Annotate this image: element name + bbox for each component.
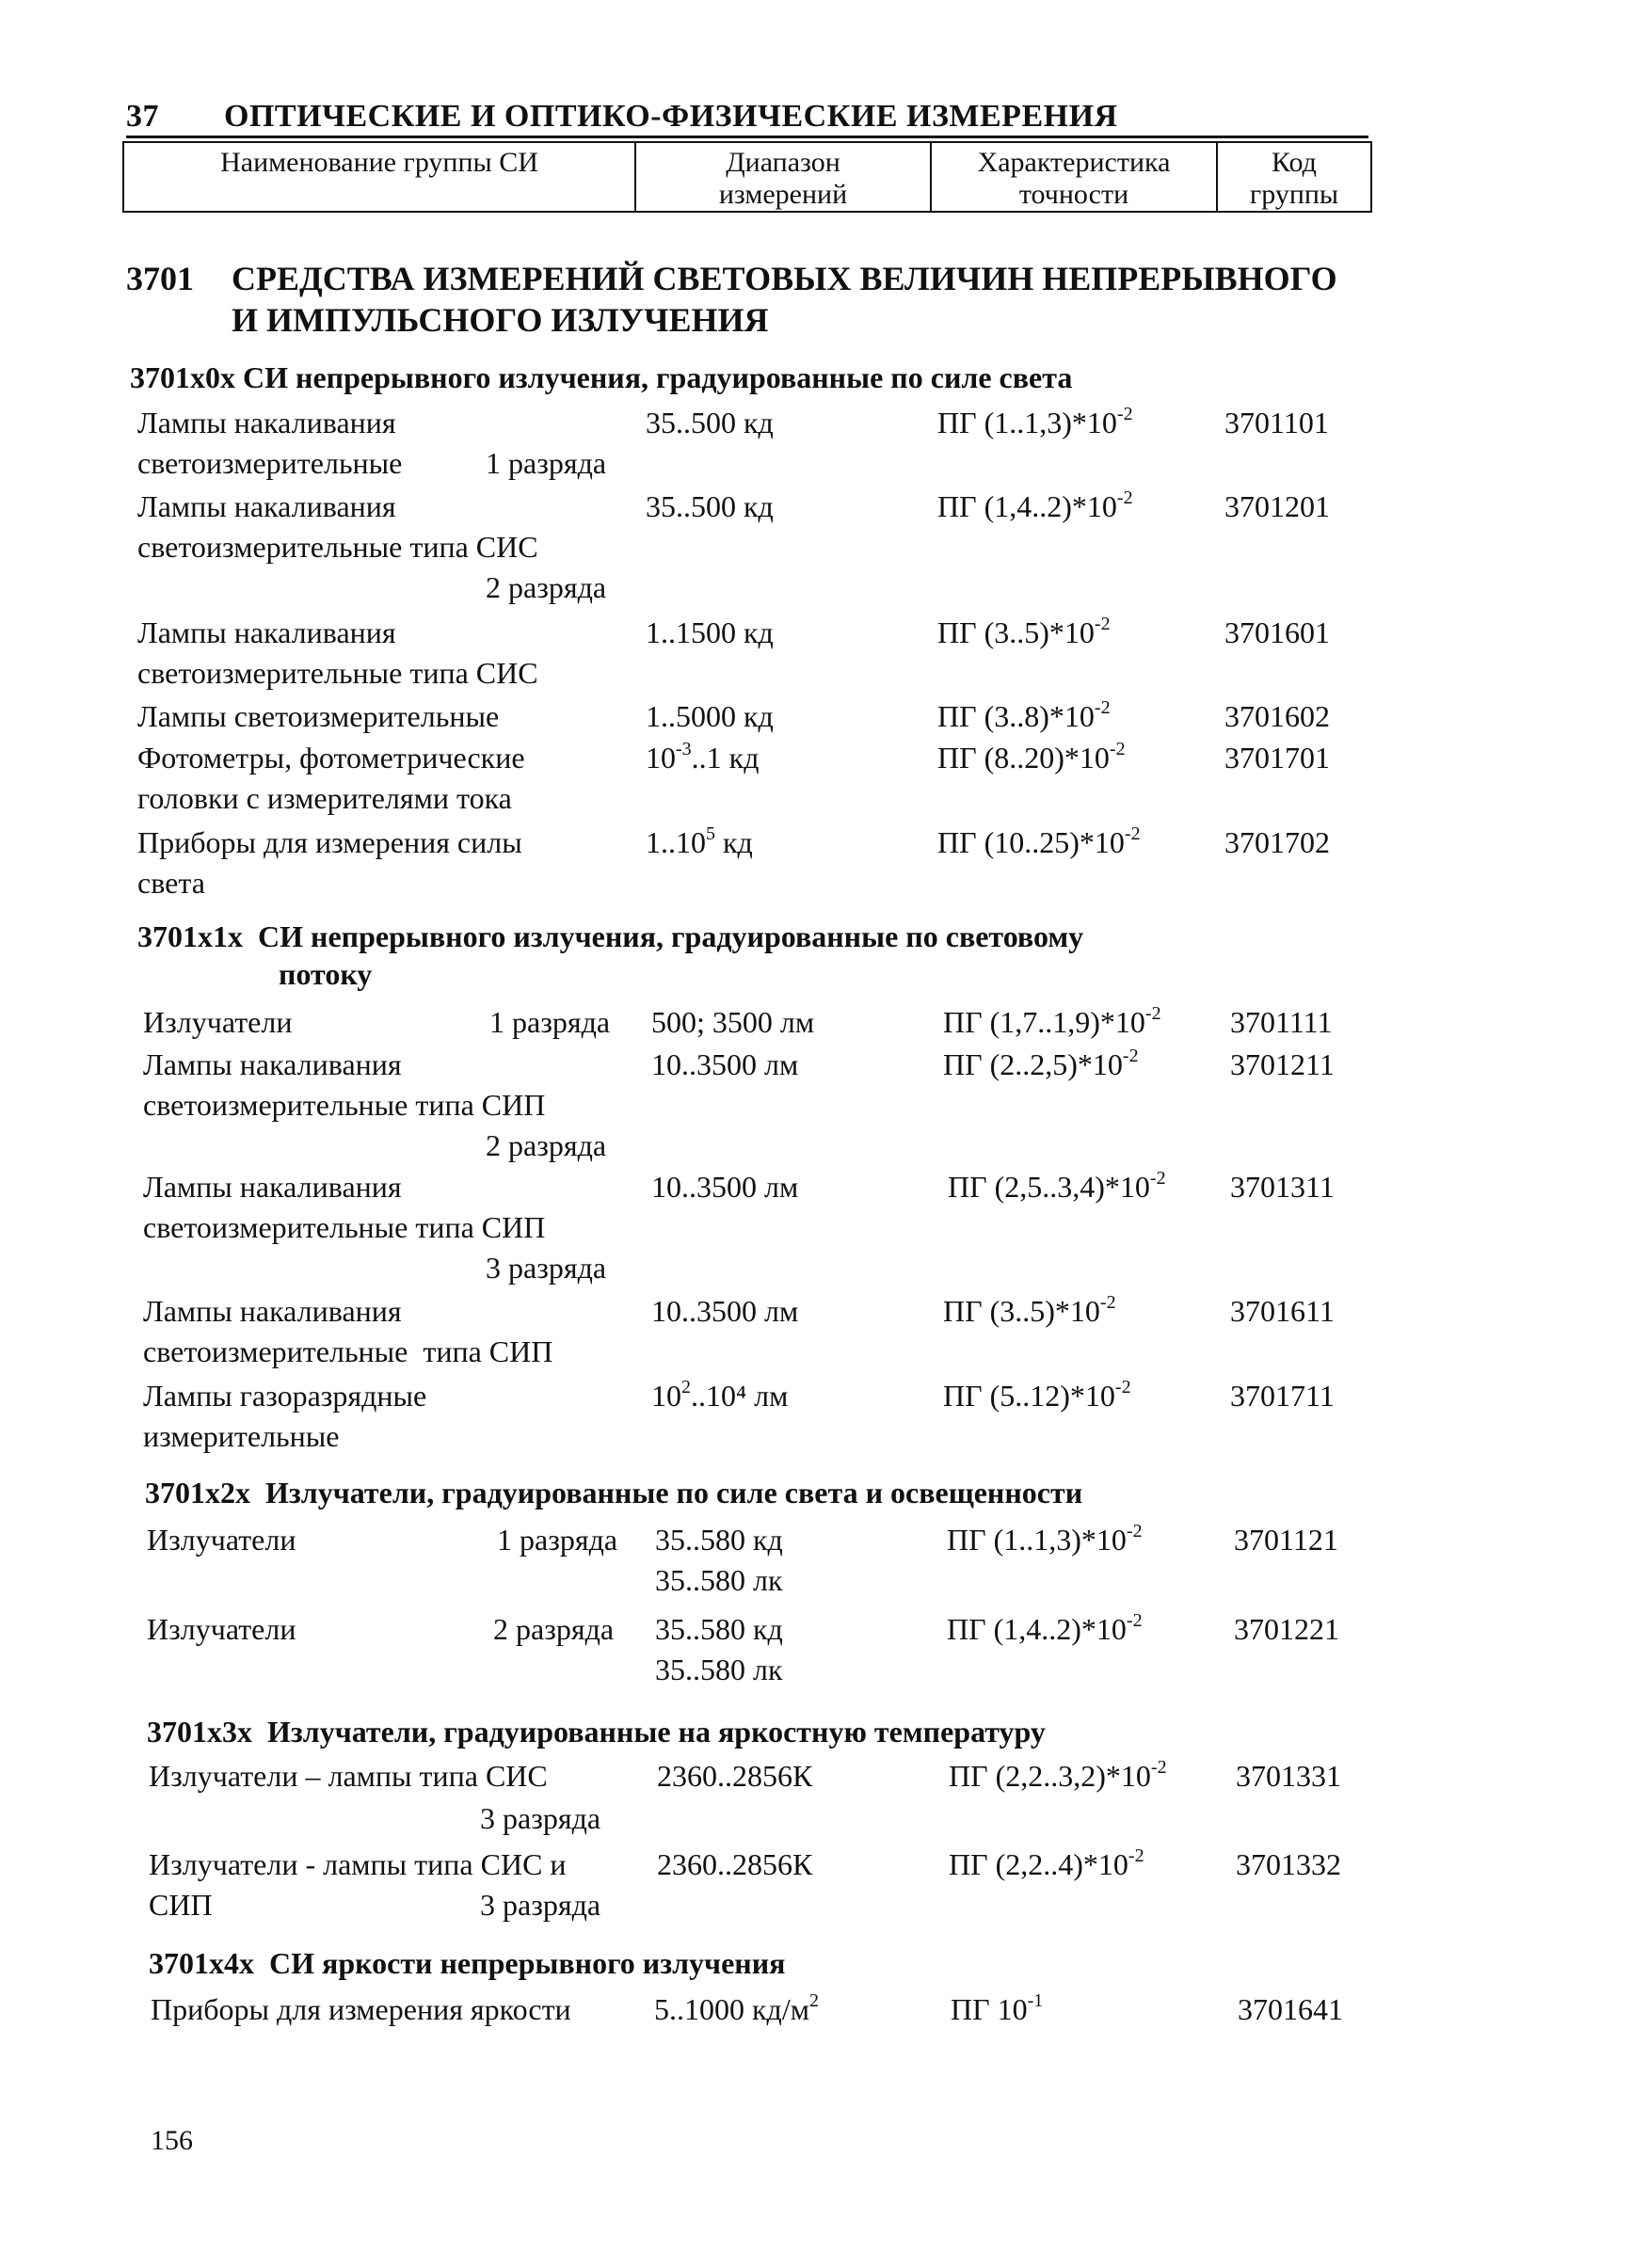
row-accuracy: ПГ $(1,4..2)*10^{-2}$ <box>937 487 1133 523</box>
subsection-code: 3701х0х <box>130 360 235 394</box>
row-code: 3701221 <box>1234 1612 1339 1646</box>
row-accuracy: ПГ $(2,2..4)*10^{-2}$ <box>949 1845 1144 1881</box>
column-header-range <box>635 142 931 212</box>
row-name-line2: светоизмерительные типа СИП <box>143 1210 546 1244</box>
table-row <box>137 696 1361 738</box>
subsection-title: СИ яркости непрерывного излучения <box>269 1946 786 1980</box>
row-code: 3701331 <box>1236 1759 1341 1793</box>
row-name-line1: Излучатели – лампы типа СИС <box>149 1759 548 1793</box>
column-header-line: группы <box>1249 179 1339 210</box>
row-name-line1: Излучатели - лампы типа СИС и <box>149 1847 567 1881</box>
row-code: 3701111 <box>1230 1005 1333 1039</box>
row-name-line1: Лампы накаливания <box>143 1294 402 1328</box>
row-code: 3701601 <box>1224 615 1330 649</box>
row-name-line1: Излучатели <box>147 1612 296 1646</box>
table-row <box>143 1002 1367 1044</box>
column-header-name <box>123 142 635 212</box>
table-row <box>143 1291 1367 1372</box>
row-accuracy: ПГ $(2,5..3,4)*10^{-2}$ <box>948 1168 1166 1204</box>
row-rank: 3 разряда <box>486 1251 607 1285</box>
row-range-line2: 35..580 лк <box>655 1563 783 1597</box>
row-range: 2360..2856К <box>657 1847 813 1881</box>
row-rank: 1 разряда <box>489 1005 611 1039</box>
row-range: 35..580 кд 35..580 лк <box>655 1520 783 1601</box>
row-accuracy: ПГ $(1,7..1,9)*10^{-2}$ <box>943 1003 1161 1039</box>
table-row <box>147 1520 1370 1605</box>
column-header-line: измерений <box>718 179 848 210</box>
row-accuracy: ПГ $10^{-1}$ <box>951 1990 1044 2026</box>
subsection-heading <box>130 359 1072 396</box>
row-name-line1: Лампы накаливания <box>137 489 396 523</box>
chapter-number: 37 <box>126 99 159 134</box>
row-range-line2: 35..580 лк <box>655 1653 783 1686</box>
table-row <box>149 1756 1372 1841</box>
table-row <box>143 1045 1367 1167</box>
row-accuracy: ПГ $(10..25)*10^{-2}$ <box>937 823 1141 859</box>
table-row <box>137 613 1361 694</box>
column-header-line: Код <box>1272 147 1317 178</box>
table-row <box>147 1609 1370 1694</box>
table-row <box>149 1845 1372 1929</box>
row-range: 35..500 кд <box>646 489 774 523</box>
row-range: 1..5000 кд <box>646 699 774 733</box>
row-name-line1: Лампы накаливания <box>137 615 396 649</box>
column-header-line: Характеристика <box>977 147 1171 178</box>
row-range: 500; 3500 лм <box>651 1005 815 1039</box>
row-range: $10^2..10^4$ лм <box>651 1377 789 1413</box>
row-name-line2: измерительные <box>143 1419 340 1453</box>
row-code: 3701201 <box>1224 489 1330 523</box>
row-code: 3701121 <box>1234 1523 1338 1557</box>
subsection-title: Излучатели, градуированные на яркостную температуру <box>267 1715 1046 1749</box>
row-range: 35..580 кд 35..580 лк <box>655 1609 783 1690</box>
subsection-title: СИ непрерывного излучения, градуированные по световому <box>258 919 1084 953</box>
subsection-code: 3701х4х <box>149 1946 254 1980</box>
table-row <box>143 1167 1367 1289</box>
row-range: 5..1000 $кд/м^2$ <box>654 1990 819 2026</box>
row-rank: 3 разряда <box>480 1801 601 1835</box>
subsection-heading <box>149 1944 785 1982</box>
row-name-line1: Приборы для измерения силы <box>137 825 522 859</box>
page-number: 156 <box>151 2125 193 2156</box>
subsection-title-line2: потоку <box>279 957 373 991</box>
column-header-accuracy <box>931 142 1217 212</box>
row-accuracy: ПГ $(3..8)*10^{-2}$ <box>937 697 1111 733</box>
row-accuracy: ПГ $(2..2,5)*10^{-2}$ <box>943 1046 1139 1081</box>
row-accuracy: ПГ $(5..12)*10^{-2}$ <box>943 1377 1131 1413</box>
row-name-line2: светоизмерительные типа СИП <box>143 1088 546 1122</box>
row-rank: 1 разряда <box>497 1523 618 1557</box>
row-range: 1..10$^5$ кд <box>646 823 753 859</box>
row-code: 3701611 <box>1230 1294 1335 1328</box>
row-range: 10..3500 лм <box>651 1294 799 1328</box>
column-header-line: точности <box>1018 179 1129 210</box>
subsection-title: Излучатели, градуированные по силе света и освещенности <box>265 1476 1083 1509</box>
row-rank: 2 разряда <box>493 1612 615 1646</box>
row-rank: 1 разряда <box>486 446 607 480</box>
table-row <box>137 487 1361 609</box>
row-code: 3701602 <box>1224 699 1330 733</box>
chapter-heading <box>126 98 1368 138</box>
row-range: $10^{-3}..1$ кд <box>646 739 760 775</box>
row-name-line1: Излучатели <box>143 1005 293 1039</box>
subsection-heading <box>147 1713 1046 1750</box>
subsection-code: 3701х3х <box>147 1715 252 1749</box>
section-title-line1: СРЕДСТВА ИЗМЕРЕНИЙ СВЕТОВЫХ ВЕЛИЧИН НЕПРЕРЫВНОГО <box>232 260 1337 297</box>
row-rank: 3 разряда <box>480 1888 601 1922</box>
row-name-line1: Лампы светоизмерительные <box>137 699 500 733</box>
row-code: 3701332 <box>1236 1847 1341 1881</box>
row-code: 3701701 <box>1224 741 1330 775</box>
row-code: 3701211 <box>1230 1047 1335 1081</box>
column-header-line: Диапазон <box>726 147 840 178</box>
row-rank: 2 разряда <box>486 570 607 604</box>
table-row <box>137 738 1361 819</box>
row-name-line1: Фотометры, фотометрические <box>137 741 525 775</box>
section-title-line2: И ИМПУЛЬСНОГО ИЗЛУЧЕНИЯ <box>232 301 769 339</box>
row-name-line2: светоизмерительные типа СИС <box>137 530 538 564</box>
column-header-table <box>122 141 1372 213</box>
table-row <box>143 1376 1367 1457</box>
row-name-line1: Лампы накаливания <box>143 1170 402 1204</box>
row-name-line2: света <box>137 866 205 900</box>
row-rank: 2 разряда <box>486 1128 607 1162</box>
chapter-title: ОПТИЧЕСКИЕ И ОПТИКО-ФИЗИЧЕСКИЕ ИЗМЕРЕНИЯ <box>224 99 1118 134</box>
row-range: 10..3500 лм <box>651 1047 799 1081</box>
row-name-line2: СИП <box>149 1888 213 1922</box>
subsection-code: 3701х2х <box>145 1476 250 1509</box>
row-code: 3701711 <box>1230 1379 1335 1413</box>
row-name-line1: Приборы для измерения яркости <box>151 1992 571 2026</box>
subsection-code: 3701х1х <box>137 919 243 953</box>
row-name-line1: Лампы накаливания <box>137 406 396 439</box>
row-accuracy: ПГ $(3..5)*10^{-2}$ <box>943 1292 1116 1328</box>
row-name-line1: Лампы накаливания <box>143 1047 402 1081</box>
subsection-heading <box>145 1474 1082 1511</box>
row-name-line2: светоизмерительные <box>137 446 403 480</box>
row-range: 10..3500 лм <box>651 1170 799 1204</box>
row-name-line1: Лампы газоразрядные <box>143 1379 427 1413</box>
row-accuracy: ПГ $(3..5)*10^{-2}$ <box>937 614 1111 649</box>
row-code: 3701101 <box>1224 406 1329 439</box>
row-name-line2: головки с измерителями тока <box>137 781 512 815</box>
row-range: 35..500 кд <box>646 406 774 439</box>
row-accuracy: ПГ $(1..1,3)*10^{-2}$ <box>937 404 1133 439</box>
row-name-line2: светоизмерительные типа СИП <box>143 1334 553 1368</box>
column-header-line: Наименование группы СИ <box>220 147 538 178</box>
row-range: 1..1500 кд <box>646 615 774 649</box>
row-range: 2360..2856К <box>657 1759 813 1793</box>
row-name-line1: Излучатели <box>147 1523 296 1557</box>
table-row <box>151 1989 1374 2031</box>
row-code: 3701702 <box>1224 825 1330 859</box>
table-row <box>137 823 1361 903</box>
row-name-line2: светоизмерительные типа СИС <box>137 656 538 690</box>
section-heading <box>126 258 1337 341</box>
table-row <box>137 403 1361 487</box>
row-accuracy: ПГ $(1..1,3)*10^{-2}$ <box>947 1521 1143 1557</box>
subsection-title: СИ непрерывного излучения, градуированные по силе света <box>243 360 1073 394</box>
row-accuracy: ПГ $(8..20)*10^{-2}$ <box>937 739 1126 775</box>
column-header-code <box>1217 142 1371 212</box>
subsection-heading <box>137 918 1083 993</box>
row-accuracy: ПГ $(2,2..3,2)*10^{-2}$ <box>949 1757 1167 1793</box>
section-number: 3701 <box>126 260 194 297</box>
row-code: 3701641 <box>1238 1992 1343 2026</box>
row-accuracy: ПГ $(1,4..2)*10^{-2}$ <box>947 1610 1143 1646</box>
row-code: 3701311 <box>1230 1170 1335 1204</box>
